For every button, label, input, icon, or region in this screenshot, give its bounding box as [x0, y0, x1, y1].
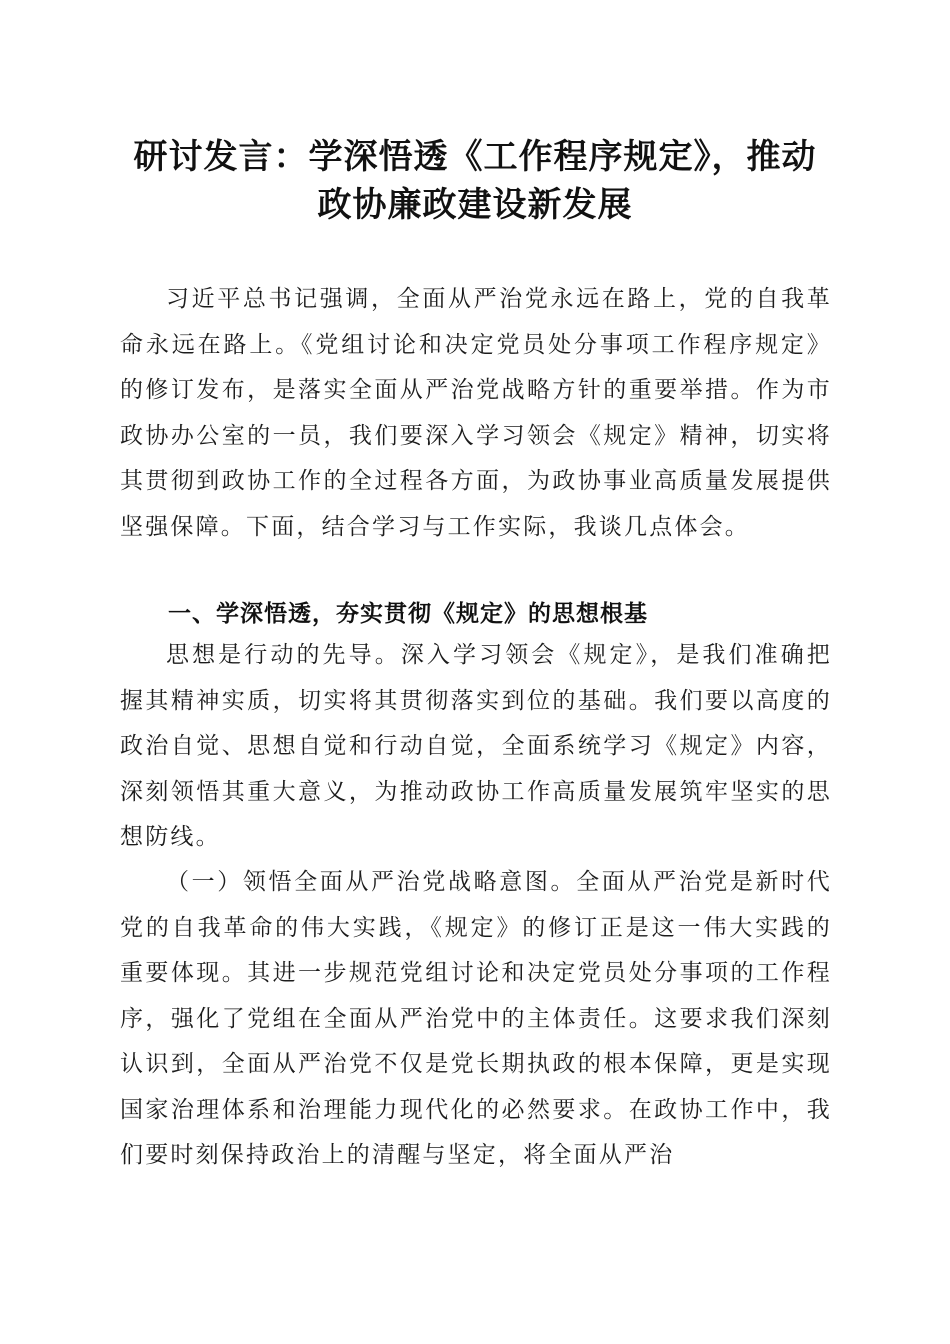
subsection-heading-1: （一）领悟全面从严治党战略意图。 [166, 869, 577, 895]
paragraph-intro: 习近平总书记强调，全面从严治党永远在路上，党的自我革命永远在路上。《党组讨论和决定党员处分事项工作程序规定》的修订发布，是落实全面从严治党战略方针的重要举措。作为市政协办公室的一员，我们要深入学习领会《规定》精神，切实将其贯彻到政协工作的全过程各方面，为政协事业高质量发展提供坚强保障。下面，结合学习与工作实际，我谈几点体会。 [120, 286, 832, 540]
document-title-line-2: 政协廉政建设新发展 [317, 185, 633, 225]
section-heading-1: 一、学深悟透，夯实贯彻《规定》的思想根基 [168, 601, 648, 627]
paragraph-section-1: 思想是行动的先导。深入学习领会《规定》，是我们准确把握其精神实质，切实将其贯彻落实到位的基础。我们要以高度的政治自觉、思想自觉和行动自觉，全面系统学习《规定》内容，深刻领悟其重大意义，为推动政协工作高质量发展筑牢坚实的思想防线。 [120, 642, 832, 850]
paragraph-subsection-1 [120, 860, 832, 1179]
subsection-1-text: 全面从严治党是新时代党的自我革命的伟大实践，《规定》的修订正是这一伟大实践的重要体现。其进一步规范党组讨论和决定党员处分事项的工作程序，强化了党组在全面从严治党中的主体责任。这要求我们深刻认识到，全面从严治党不仅是党长期执政的根本保障，更是实现国家治理体系和治理能力现代化的必然要求。在政协工作中，我们要时刻保持政治上的清醒与坚定，将全面从严治 [120, 869, 833, 1168]
document-title-line-1: 研讨发言：学深悟透《工作程序规定》，推动 [133, 137, 817, 177]
